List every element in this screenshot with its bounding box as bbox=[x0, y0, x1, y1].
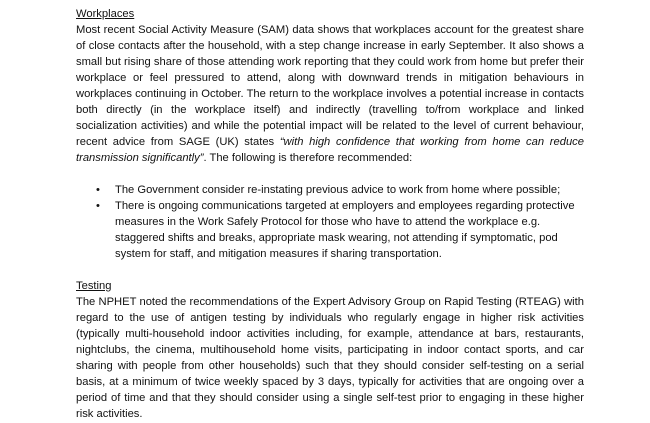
workplaces-paragraph-end: . The following is therefore recommended: bbox=[203, 152, 413, 164]
document-page bbox=[76, 6, 584, 422]
section-heading-workplaces: Workplaces bbox=[76, 8, 135, 20]
testing-paragraph: The NPHET noted the recommendations of the Expert Advisory Group on Rapid Testing (RTEAG) with regard to the use of antigen testing by individuals who regularly engage in higher risk activities (typically multi-household indoor activities including, for example, attendance at bars, restaurants, nightclubs, the cinema, multihousehold home visits, participating in indoor contact sports, and car sharing with people from other households) such that they should consider self-testing on a serial basis, at a minimum of twice weekly spaced by 3 days, typically for activities that are ongoing over a period of time and that they should consider using a single self-test prior to engaging in these higher risk activities. bbox=[76, 296, 584, 420]
workplaces-paragraph-text: Most recent Social Activity Measure (SAM) data shows that workplaces account for the greatest share of close contacts after the household, with a step change increase in early September. It also shows a small but rising share of those attending work reporting that they could work from home but prefer their workplace or feel pressured to attend, along with downward trends in mitigation behaviours in workplaces continuing in October. The return to the workplace involves a potential increase in contacts both directly (in the workplace itself) and indirectly (travelling to/from workplace and linked socialization activities) and while the potential impact will be related to the level of current behaviour, recent advice from SAGE (UK) states bbox=[76, 24, 584, 148]
section-heading-testing: Testing bbox=[76, 280, 112, 292]
recommendations-list bbox=[76, 182, 584, 262]
bullet-icon: • bbox=[96, 200, 100, 212]
sage-quote: “with high confidence that working from home can reduce transmission significantly” bbox=[76, 136, 584, 164]
section-spacer bbox=[76, 262, 584, 278]
list-item bbox=[76, 182, 584, 198]
list-item-text: The Government consider re-instating previous advice to work from home where possible; bbox=[115, 184, 561, 196]
bullet-icon: • bbox=[96, 184, 100, 196]
list-item-text: There is ongoing communications targeted at employers and employees regarding protective measures in the Work Safely Protocol for those who have to attend the workplace e.g. staggered shifts and breaks, appropriate mask wearing, not attending if symptomatic, pod system for staff, and mitigation measures if sharing transportation. bbox=[115, 200, 575, 260]
list-item bbox=[76, 198, 584, 262]
workplaces-paragraph bbox=[76, 22, 584, 166]
